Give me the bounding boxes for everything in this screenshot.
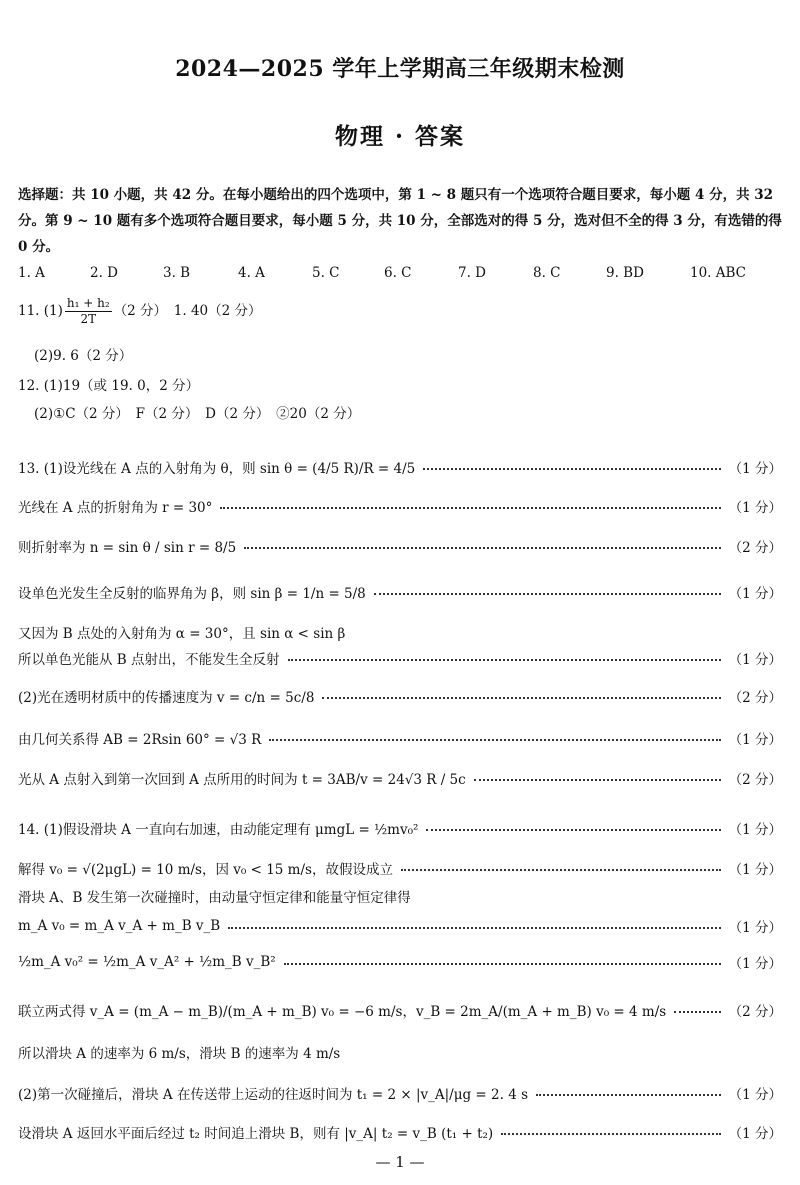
leader-dots [426, 829, 720, 831]
leader-dots [244, 547, 720, 549]
q14-step: 滑块 A、B 发生第一次碰撞时，由动量守恒定律和能量守恒定律得 [18, 890, 411, 906]
choice-answer: 1. A [18, 265, 45, 281]
choice-answer: 8. C [533, 265, 561, 281]
q13-step: 由几何关系得 AB = 2Rsin 60° = √3 R （1 分） [18, 728, 782, 748]
q12-line-1: 12. (1)19（或 19. 0，2 分） [18, 378, 200, 394]
leader-dots [284, 963, 721, 965]
leader-dots [228, 927, 720, 929]
q14-step: (2)第一次碰撞后，滑块 A 在传送带上运动的往返时间为 t₁ = 2 × |v_A|/μg = 2. 4 s （1 分） [18, 1083, 782, 1103]
choice-answer: 7. D [458, 265, 486, 281]
leader-dots [288, 659, 721, 661]
score-label: （2 分） [728, 540, 782, 556]
score-label: （1 分） [728, 461, 782, 477]
q12-line-2: (2)①C（2 分） F（2 分） D（2 分） ②20（2 分） [34, 406, 361, 422]
choice-answer: 9. BD [606, 265, 644, 281]
score-label: （2 分） [728, 1004, 782, 1020]
leader-dots [322, 697, 720, 699]
score-label: （1 分） [728, 1087, 782, 1103]
choice-answer: 2. D [90, 265, 118, 281]
q14-step: m_A v₀ = m_A v_A + m_B v_B （1 分） [18, 918, 782, 936]
q13-step: 光从 A 点射入到第一次回到 A 点所用的时间为 t = 3AB/v = 24√3 R / 5c （2 分） [18, 768, 782, 788]
leader-dots [501, 1133, 720, 1135]
q13-step: 又因为 B 点处的入射角为 α = 30°，且 sin α < sin β [18, 626, 346, 642]
choice-answer: 6. C [384, 265, 412, 281]
q13-step: 则折射率为 n = sin θ / sin r = 8/5 （2 分） [18, 536, 782, 556]
leader-dots [423, 468, 720, 470]
score-label: （1 分） [728, 586, 782, 602]
choice-answer: 3. B [163, 265, 191, 281]
leader-dots [220, 507, 720, 509]
choice-answer: 10. ABC [690, 265, 747, 281]
choice-answer: 4. A [238, 265, 265, 281]
q13-step: 设单色光发生全反射的临界角为 β，则 sin β = 1/n = 5/8 （1 分） [18, 582, 782, 602]
q13-step: (2)光在透明材质中的传播速度为 v = c/n = 5c/8 （2 分） [18, 686, 782, 706]
score-label: （1 分） [728, 956, 782, 972]
q14-step: 所以滑块 A 的速率为 6 m/s，滑块 B 的速率为 4 m/s [18, 1046, 341, 1062]
q14-step: 设滑块 A 返回水平面后经过 t₂ 时间追上滑块 B，则有 |v_A| t₂ = v_B (t₁ + t₂) （1 分） [18, 1122, 782, 1142]
leader-dots [536, 1094, 721, 1096]
fraction: $\frac{\text{h₁ + h₂}}{2T}$ [66, 296, 110, 326]
q11-line-2: (2)9. 6（2 分） [34, 348, 133, 364]
score-label: （1 分） [728, 822, 782, 838]
leader-dots [269, 739, 720, 741]
score-label: （1 分） [728, 862, 782, 878]
score-label: （1 分） [728, 1126, 782, 1142]
document-title: 2024—2025 学年上学期高三年级期末检测 [175, 56, 625, 82]
q14-step: 14. (1)假设滑块 A 一直向右加速，由动能定理有 μmgL = ½mv₀² （1 分） [18, 818, 782, 838]
multiple-choice-instructions: 选择题：共 10 小题，共 42 分。在每小题给出的四个选项中，第 1 ~ 8 题只有一个选项符合题目要求，每小题 4 分，共 32 分。第 9 ~ 10 题有多个选项符合题目要求，每小题 5 分，共 10 分，全部选对的得 5 分，选对但不全的得 3 分，有选错的得 0 分。 [18, 187, 782, 255]
q14-step: 解得 v₀ = √(2μgL) = 10 m/s，因 v₀ < 15 m/s，故假设成立 （1 分） [18, 858, 782, 878]
leader-dots [474, 779, 721, 781]
score-label: （1 分） [728, 920, 782, 936]
q13-step: 所以单色光能从 B 点射出，不能发生全反射 （1 分） [18, 648, 782, 668]
leader-dots [374, 593, 721, 595]
score-label: （1 分） [728, 500, 782, 516]
leader-dots [674, 1011, 720, 1013]
leader-dots [401, 869, 721, 871]
page-number: — 1 — [375, 1153, 425, 1171]
q11-line-1: 11. (1) $\frac{\text{h₁ + h₂}}{2T}$ （2 分） 1. 40（2 分） [18, 296, 262, 326]
q14-step: ½m_A v₀² = ½m_A v_A² + ½m_B v_B² （1 分） [18, 954, 782, 972]
choice-answer: 5. C [312, 265, 340, 281]
score-label: （1 分） [728, 652, 782, 668]
q14-step: 联立两式得 v_A = (m_A − m_B)/(m_A + m_B) v₀ = −6 m/s，v_B = 2m_A/(m_A + m_B) v₀ = 4 m/s （2 分） [18, 1000, 782, 1020]
q13-step: 光线在 A 点的折射角为 r = 30° （1 分） [18, 496, 782, 516]
q13-step: 13. (1)设光线在 A 点的入射角为 θ，则 sin θ = (4/5 R)/R = 4/5 （1 分） [18, 457, 782, 477]
score-label: （2 分） [728, 690, 782, 706]
document-subtitle: 物理 · 答案 [334, 123, 466, 150]
score-label: （2 分） [728, 772, 782, 788]
score-label: （1 分） [728, 732, 782, 748]
